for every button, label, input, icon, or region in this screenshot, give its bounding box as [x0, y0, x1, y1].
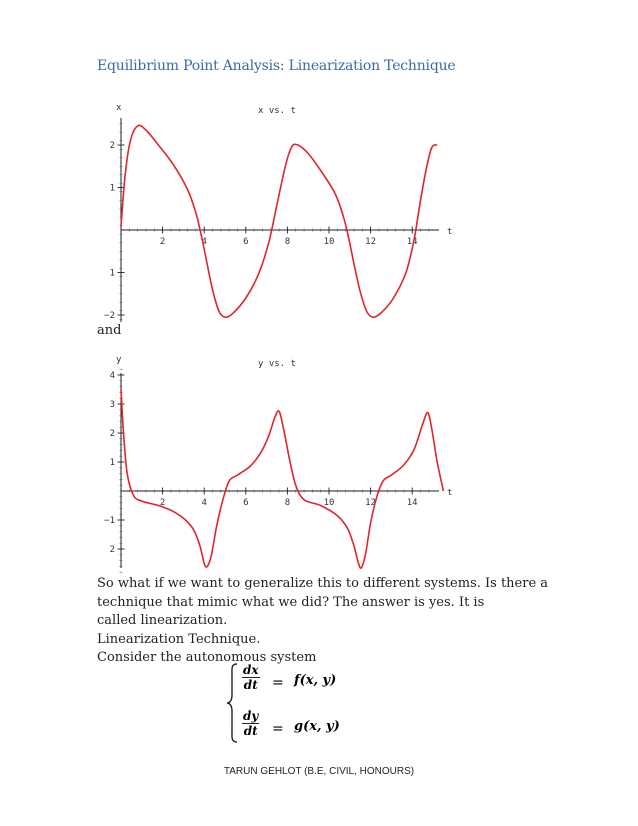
x-axis-label: t: [447, 488, 453, 498]
x-tick-label: 10: [323, 498, 335, 508]
y-tick-label: 1: [109, 268, 115, 279]
x-tick-label: 6: [243, 237, 249, 247]
footer-author: TARUN GEHLOT (B.E, CIVIL, HONOURS): [223, 766, 415, 777]
x-tick-label: 4: [201, 498, 207, 508]
x-tick-label: 12: [365, 237, 377, 247]
paragraph-line: Consider the autonomous system: [97, 650, 317, 665]
paragraph: [97, 575, 549, 668]
y-tick-label: 2: [109, 429, 115, 439]
paragraph-line: called linearization.: [97, 613, 228, 628]
left-brace-icon: [226, 663, 240, 743]
series-line-y: [121, 390, 443, 569]
eq1-denominator: dt: [243, 678, 258, 692]
x-tick-label: 12: [365, 498, 377, 508]
y-axis-label: x: [116, 103, 122, 113]
series-line-x: [121, 125, 437, 317]
x-tick-label: 8: [284, 498, 291, 508]
eq2-denominator: dt: [243, 724, 258, 738]
y-tick-label: −1: [104, 516, 115, 526]
and-text: and: [97, 323, 122, 338]
eq2-rhs: g(x, y): [294, 719, 340, 734]
x-tick-label: 10: [323, 237, 335, 247]
x-tick-label: 2: [159, 237, 166, 247]
eq1-fraction: [242, 663, 260, 692]
x-tick-label: 6: [243, 498, 249, 508]
x-tick-label: 14: [406, 237, 418, 247]
y-tick-label: 1: [109, 183, 115, 194]
paragraph-line: technique that mimic what we did? The answer is yes. It is: [97, 594, 485, 610]
paragraph-line: Linearization Technique.: [97, 631, 261, 647]
y-tick-label: 3: [109, 400, 115, 410]
eq1-rhs: f(x, y): [294, 673, 337, 688]
x-tick-label: 2: [159, 498, 166, 508]
equation-system: [226, 663, 386, 743]
paragraph-line: So what if we want to generalize this to different systems. Is there a: [97, 576, 549, 591]
eq1-equals: =: [272, 675, 284, 691]
eq2-equals: =: [272, 721, 284, 737]
page-title: Equilibrium Point Analysis: Linearization Technique: [97, 58, 456, 74]
x-tick-label: 4: [201, 237, 207, 247]
y-tick-label: −2: [104, 311, 115, 321]
eq2-numerator: dy: [243, 709, 259, 723]
x-tick-label: 8: [284, 237, 291, 247]
x-tick-label: 14: [406, 498, 418, 508]
eq2-fraction: [242, 709, 259, 738]
y-tick-label: 2: [109, 545, 115, 555]
eq1-numerator: dx: [243, 663, 259, 677]
y-tick-label: 4: [109, 371, 115, 381]
y-tick-label: 1: [109, 458, 115, 468]
y-tick-label: 2: [109, 141, 115, 151]
x-axis-label: t: [447, 227, 453, 237]
chart-title: y vs. t: [258, 359, 296, 369]
y-axis-label: y: [116, 355, 122, 365]
chart-title: x vs. t: [258, 106, 296, 116]
